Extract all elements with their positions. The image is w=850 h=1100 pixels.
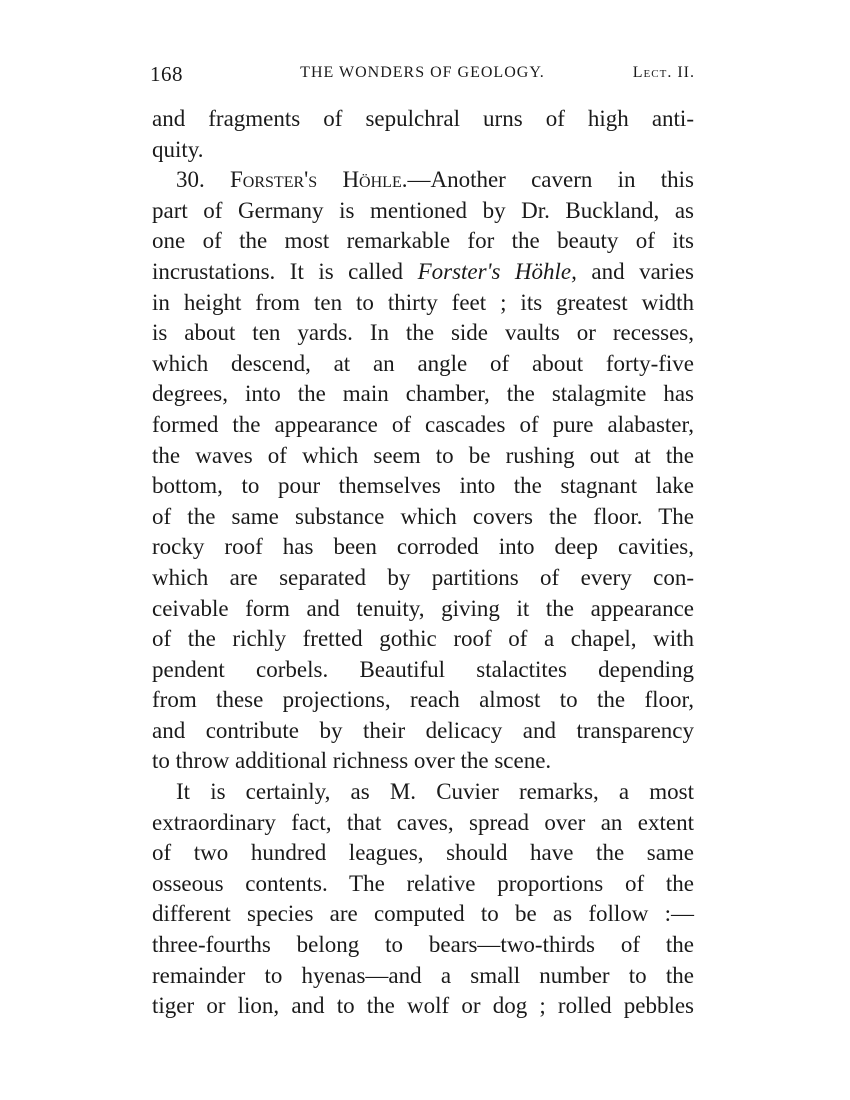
text-line: extraordinary fact, that caves, spread over an extent xyxy=(152,809,694,835)
text-line: is about ten yards. In the side vaults or recesses, xyxy=(152,320,694,346)
text-line: remainder to hyenas—and a small number to the xyxy=(152,962,694,988)
text-line: of the same substance which covers the floor. The xyxy=(152,503,694,529)
text-line: part of Germany is mentioned by Dr. Buckland, as xyxy=(152,197,694,223)
paragraph-first-line: It is certainly, as M. Cuvier remarks, a most xyxy=(176,779,694,805)
section-30-first-line xyxy=(152,165,694,196)
lecture-label: Lect. II. xyxy=(632,64,695,81)
text-line: and contribute by their delicacy and transparency xyxy=(152,717,694,743)
text-line: one of the most remarkable for the beauty of its xyxy=(152,228,694,254)
running-head xyxy=(150,62,695,88)
text-line: in height from ten to thirty feet ; its greatest width xyxy=(152,289,694,315)
text-line: to throw additional richness over the scene. xyxy=(152,748,552,774)
text-line: formed the appearance of cascades of pure alabaster, xyxy=(152,411,694,437)
text-fragment: —Another cavern in this xyxy=(407,167,695,193)
text-line: which descend, at an angle of about forty-five xyxy=(152,350,694,376)
text-line: tiger or lion, and to the wolf or dog ; rolled pebbles xyxy=(152,993,694,1019)
text-line: different species are computed to be as follow :— xyxy=(152,901,694,927)
text-line: three-fourths belong to bears—two-thirds of the xyxy=(152,932,694,958)
text-line: osseous contents. The relative proportions of the xyxy=(152,870,694,896)
text-fragment: incrustations. It is called xyxy=(152,258,418,284)
text-line: from these projections, reach almost to the floor, xyxy=(152,687,694,713)
text-line: and fragments of sepulchral urns of high anti- xyxy=(152,106,694,131)
text-line-with-italic xyxy=(152,257,694,288)
text-line: the waves of which seem to be rushing out at the xyxy=(152,442,694,468)
running-title: THE WONDERS OF GEOLOGY. xyxy=(300,64,545,81)
page-number: 168 xyxy=(150,62,183,86)
text-fragment: and varies xyxy=(576,258,694,284)
body-text xyxy=(152,104,694,1022)
text-line: of two hundred leagues, should have the same xyxy=(152,840,694,866)
text-line: quity. xyxy=(152,136,204,162)
text-line: bottom, to pour themselves into the stagnant lake xyxy=(152,473,694,499)
text-line: of the richly fretted gothic roof of a chapel, with xyxy=(152,626,694,652)
text-line: pendent corbels. Beautiful stalactites depending xyxy=(152,656,694,682)
text-line: rocky roof has been corroded into deep cavities, xyxy=(152,534,694,560)
section-number: 30. xyxy=(176,167,231,193)
text-line: degrees, into the main chamber, the stalagmite has xyxy=(152,381,694,407)
cave-name-italic: Forster's Höhle, xyxy=(417,258,577,284)
text-line: ceivable form and tenuity, giving it the appearance xyxy=(152,595,694,621)
text-line: which are separated by partitions of every con- xyxy=(152,564,694,590)
section-heading: Forster's Höhle. xyxy=(230,167,408,193)
